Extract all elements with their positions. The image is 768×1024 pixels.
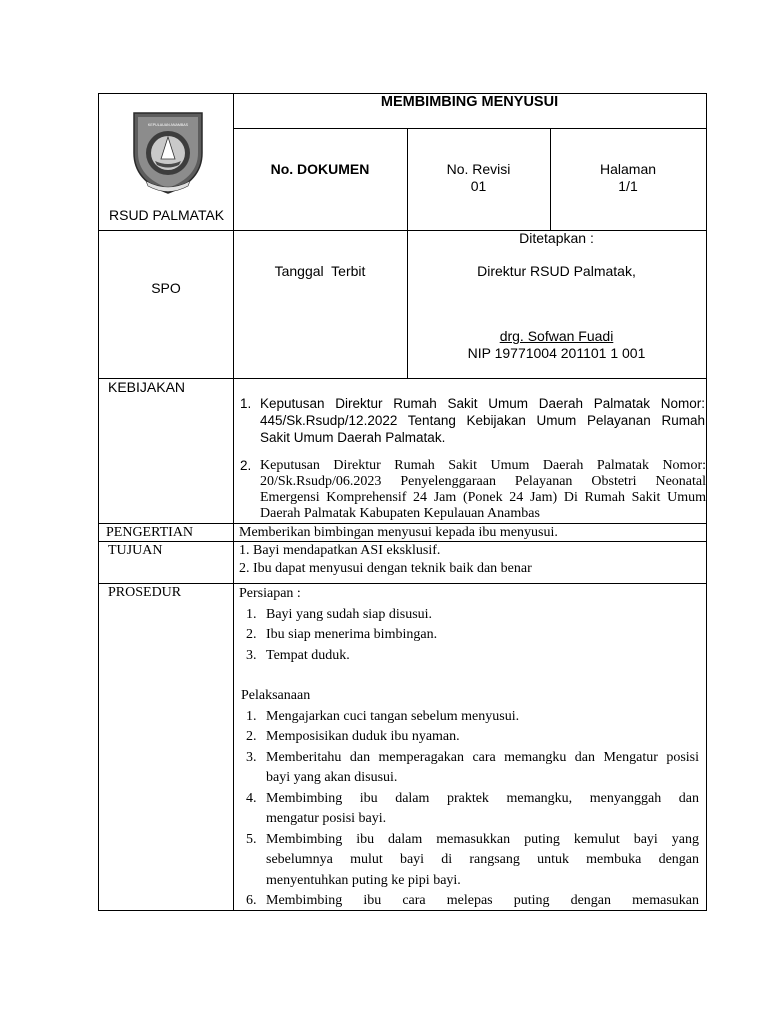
kebijakan-label: KEBIJAKAN: [108, 379, 186, 395]
kebijakan-line: 20/Sk.Rsudp/06.2023 Penyelenggaraan Pelayanan Obstetri Neonatal: [260, 474, 706, 489]
director-name: drg. Sofwan Fuadi: [499, 328, 614, 344]
item-line: Mengajarkan cuci tangan sebelum menyusui.: [266, 708, 520, 724]
kebijakan-line: Keputusan Direktur Rumah Sakit Umum Daerah Palmatak Nomor:: [260, 458, 706, 473]
spo-document: [98, 93, 707, 911]
established-label: Ditetapkan :: [519, 230, 594, 246]
kebijakan-item-1: [233, 395, 706, 446]
issue-date-label: Tanggal Terbit: [274, 263, 366, 279]
item-line: bayi yang akan disusui.: [266, 770, 398, 785]
pelaksanaan-label: Pelaksanaan: [241, 688, 311, 703]
tujuan-item: 1. Bayi mendapatkan ASI eksklusif.: [239, 543, 441, 558]
item-number: 4.: [246, 790, 257, 806]
logo-lettering: KEPULAUAN ANAMBAS: [147, 123, 189, 127]
pelaksanaan-item: [239, 891, 699, 912]
pelaksanaan-item: [239, 748, 699, 789]
tujuan-label: TUJUAN: [108, 543, 163, 558]
tujuan-list: [239, 542, 532, 578]
prosedur-label: PROSEDUR: [108, 585, 182, 600]
hospital-logo: [128, 109, 208, 195]
persiapan-item: [239, 646, 699, 667]
item-line: mengatur posisi bayi.: [266, 811, 387, 826]
pelaksanaan-item: [239, 727, 699, 748]
item-line: Membimbing ibu cara melepas puting dengan memasukan: [266, 893, 699, 908]
divider: [233, 521, 234, 910]
revision-block: [407, 161, 550, 195]
divider: [233, 94, 234, 521]
item-number: 3.: [246, 749, 257, 765]
kebijakan-line: Daerah Palmatak Kabupaten Kepulauan Anambas: [260, 506, 540, 521]
persiapan-item: [239, 605, 699, 626]
item-text: Bayi yang sudah siap disusui.: [266, 606, 433, 622]
item-line: sebelumnya mulut bayi di rangsang untuk membuka dengan: [266, 852, 699, 867]
kebijakan-item-number: 1.: [240, 396, 252, 411]
item-number: 6.: [246, 893, 257, 908]
tujuan-item: 2. Ibu dapat menyusui dengan teknik baik dan benar: [239, 561, 532, 576]
divider: [99, 378, 706, 379]
document-title: MEMBIMBING MENYUSUI: [380, 94, 559, 110]
item-line: Memposisikan duduk ibu nyaman.: [266, 729, 460, 744]
director-title: Direktur RSUD Palmatak,: [477, 263, 636, 279]
page-block: [550, 161, 706, 195]
prosedur-content: [239, 584, 699, 912]
item-line: Membimbing ibu dalam praktek memangku, menyanggah dan: [266, 790, 699, 806]
item-number: 3.: [246, 647, 257, 663]
item-number: 2.: [246, 627, 257, 642]
item-line: Membimbing ibu dalam memasukkan puting kemulut bayi yang: [266, 831, 699, 847]
item-number: 5.: [246, 831, 257, 847]
kebijakan-line: Emergensi Komprehensif 24 Jam (Ponek 24 Jam) Di Rumah Sakit Umum: [260, 490, 706, 505]
pengertian-label: PENGERTIAN: [106, 525, 194, 540]
doc-number-label: No. DOKUMEN: [270, 161, 370, 177]
logo-cell: [99, 94, 233, 230]
item-number: 1.: [246, 708, 257, 724]
director-nip: NIP 19771004 201101 1 001: [467, 345, 646, 361]
revision-label: No. Revisi: [446, 161, 511, 177]
pelaksanaan-item: [239, 789, 699, 830]
revision-value: 01: [470, 178, 487, 194]
item-text: Ibu siap menerima bimbingan.: [266, 627, 438, 642]
item-number: 2.: [246, 729, 257, 744]
pelaksanaan-item: [239, 707, 699, 728]
spo-label: SPO: [151, 280, 181, 296]
item-number: 1.: [246, 606, 257, 622]
kebijakan-line: Keputusan Direktur Rumah Sakit Umum Daerah Palmatak Nomor:: [260, 396, 705, 411]
kebijakan-line: 445/Sk.Rsudp/12.2022 Tentang Kebijakan Umum Pelayanan Rumah: [260, 413, 705, 428]
persiapan-label: Persiapan :: [239, 586, 301, 601]
item-text: Tempat duduk.: [266, 647, 350, 663]
pelaksanaan-item: [239, 830, 699, 892]
item-line: menyentuhkan puting ke pipi bayi.: [266, 872, 461, 888]
kebijakan-item-number: 2.: [240, 458, 252, 473]
kebijakan-line: Sakit Umum Daerah Palmatak.: [260, 430, 446, 445]
persiapan-item: [239, 625, 699, 646]
item-line: Memberitahu dan memperagakan cara memangku dan Mengatur posisi: [266, 749, 699, 765]
divider: [233, 128, 706, 129]
page-label: Halaman: [599, 161, 657, 177]
page-value: 1/1: [618, 178, 638, 194]
kebijakan-item-2: [233, 458, 706, 522]
hospital-name: RSUD PALMATAK: [109, 207, 225, 223]
pengertian-text: Memberikan bimbingan menyusui kepada ibu menyusui.: [239, 525, 558, 540]
